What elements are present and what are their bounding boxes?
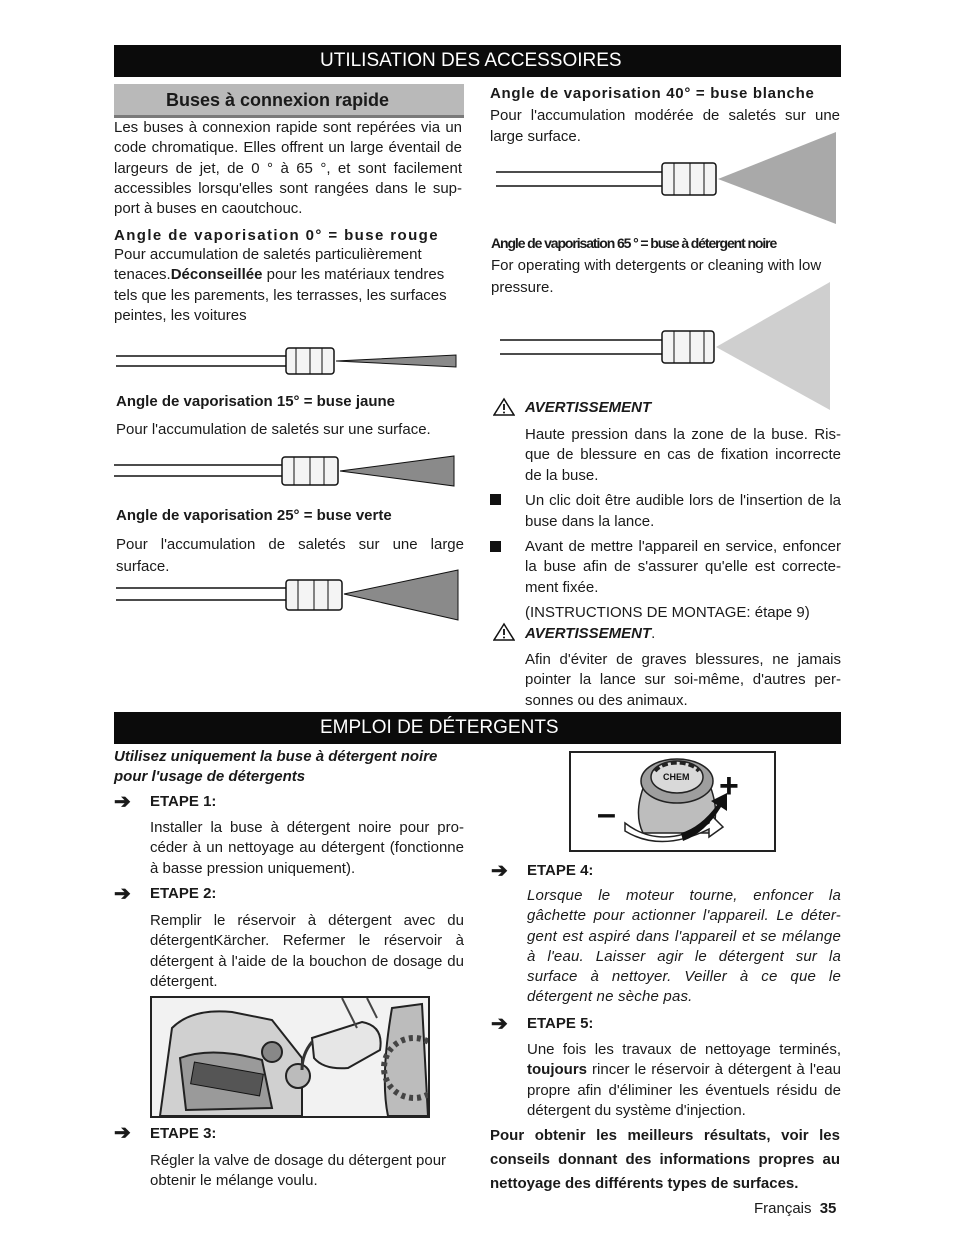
warning-2-title-line xyxy=(525,624,655,644)
nozzle-0-desc: Pour accumulation de saletés particulièrement tenaces. xyxy=(114,246,422,284)
step-4-text: Lorsque le moteur tourne, enfoncer la gâchette pour actionner l'appareil. Le déter-gent est aspiré dans l'appareil et se mélange à l'eau. Laisser agir le détergent sur la surface à nettoyer. Veiller à ce que le détergent ne sèche pas. xyxy=(527,887,841,1006)
step-5-emphasis: toujours xyxy=(527,1061,587,1079)
section-title: UTILISATION DES ACCESSOIRES xyxy=(320,50,622,71)
period: . xyxy=(651,625,656,642)
nozzle-15-heading: Angle de vaporisation 15° = buse jaune xyxy=(116,393,395,410)
nozzle-0-heading: Angle de vaporisation 0° = buse rouge xyxy=(114,227,439,244)
step-1-text: Installer la buse à détergent noire pour pro-céder à un nettoyage au détergent (fonctionne à basse pression uniquement). xyxy=(150,819,464,877)
arrow-right-icon: ➔ xyxy=(114,791,131,813)
page-number: 35 xyxy=(819,1200,837,1217)
nozzle-65-diagram xyxy=(498,280,832,412)
section-header-accessories xyxy=(114,45,841,77)
bullet-icon xyxy=(490,494,501,505)
bullet-2-text: Avant de mettre l'appareil en service, enfoncer la buse afin de s'assurer qu'elle est correcte-ment fixée. xyxy=(525,538,841,596)
step-2-label: ETAPE 2: xyxy=(150,885,217,902)
nozzle-25-text: Pour l'accumulation de saletés sur une large surface. xyxy=(116,536,464,575)
footer-language: Français xyxy=(754,1200,812,1217)
dial-image xyxy=(571,753,774,850)
detergent-fill-illustration xyxy=(150,996,430,1118)
nozzle-65-text: For operating with detergents or cleaning with low pressure. xyxy=(491,257,822,296)
nozzle-40-text: Pour l'accumulation modérée de saletés sur une large surface. xyxy=(490,107,840,145)
pressure-washer-detergent-tank-image xyxy=(152,998,428,1116)
nozzle-65-heading: Angle de vaporisation 65 ° = buse à détergent noire xyxy=(491,235,777,251)
nozzle-40-heading: Angle de vaporisation 40° = buse blanche xyxy=(490,85,815,102)
warning-1-title: AVERTISSEMENT xyxy=(525,399,652,416)
step-5-label: ETAPE 5: xyxy=(527,1015,594,1032)
nozzle-25-heading: Angle de vaporisation 25° = buse verte xyxy=(116,507,392,524)
step-5-text-1: Une fois les travaux de nettoyage terminés, xyxy=(527,1041,841,1058)
warning-icon xyxy=(493,397,515,417)
final-tip: Pour obtenir les meilleurs résultats, voir les conseils donnant des informations propres au nettoyage des différents types de surfaces. xyxy=(490,1127,840,1192)
arrow-right-icon: ➔ xyxy=(491,1013,508,1035)
plus-sign: + xyxy=(719,767,739,805)
detergent-dial-illustration xyxy=(569,751,776,852)
bullet-icon xyxy=(490,541,501,552)
minus-sign: – xyxy=(597,795,616,833)
warning-icon xyxy=(493,622,515,642)
nozzle-15-text: Pour l'accumulation de saletés sur une surface. xyxy=(116,421,431,438)
subsection-header xyxy=(114,84,464,118)
page-footer xyxy=(754,1200,836,1217)
warning-2-title: AVERTISSEMENT xyxy=(525,625,652,642)
nozzle-40-diagram xyxy=(494,130,838,226)
arrow-right-icon: ➔ xyxy=(114,883,131,905)
quick-intro: Les buses à connexion rapide sont repérées via un code chromatique. Elles offrent un large éventail de largeurs de jet, de 0 ° à 65 °, et sont facilement accessibles lorsqu'elles sont rangées dans le sup-port à buses en caoutchouc. xyxy=(114,119,462,218)
warning-1-text: Haute pression dans la zone de la buse. Ris-que de blessure en cas de fixation incorrecte de la buse. xyxy=(525,426,841,484)
nozzle-0-text xyxy=(114,245,462,326)
nozzle-25-diagram xyxy=(114,568,462,622)
section-header-detergent xyxy=(114,712,841,744)
instructions-ref: (INSTRUCTIONS DE MONTAGE: étape 9) xyxy=(525,604,810,621)
step-3-label: ETAPE 3: xyxy=(150,1125,217,1142)
step-1-label: ETAPE 1: xyxy=(150,793,217,810)
subsection-title: Buses à connexion rapide xyxy=(166,90,390,110)
nozzle-0-diagram xyxy=(114,336,459,386)
arrow-right-icon: ➔ xyxy=(491,860,508,882)
step-2-text: Remplir le réservoir à détergent avec du détergentKärcher. Refermer le réservoir à détergent à l'aide de la bouchon de dosage du détergent. xyxy=(150,912,464,990)
nozzle-0-desc-2: pour les matériaux tendres tels que les parements, les terrasses, les surfaces peintes, les voitures xyxy=(114,266,447,324)
step-5-text xyxy=(527,1040,841,1121)
dial-label: CHEM xyxy=(663,772,690,782)
step-4-label: ETAPE 4: xyxy=(527,862,594,879)
section-title: EMPLOI DE DÉTERGENTS xyxy=(320,717,559,738)
step-5-text-2: rincer le réservoir à détergent à l'eau propre afin d'éliminer les éventuels résidu de détergent du système d'injection. xyxy=(527,1061,841,1119)
arrow-right-icon: ➔ xyxy=(114,1122,131,1144)
bullet-1-text: Un clic doit être audible lors de l'insertion de la buse dans la lance. xyxy=(525,492,841,530)
nozzle-15-diagram xyxy=(112,450,457,492)
nozzle-0-warning: Déconseillée xyxy=(170,266,263,284)
detergent-intro: Utilisez uniquement la buse à détergent noire pour l'usage de détergents xyxy=(114,748,438,786)
step-3-text: Régler la valve de dosage du détergent pour obtenir le mélange voulu. xyxy=(150,1152,447,1190)
warning-2-text: Afin d'éviter de graves blessures, ne jamais pointer la lance sur soi-même, d'autres per-sonnes ou des animaux. xyxy=(525,651,841,709)
